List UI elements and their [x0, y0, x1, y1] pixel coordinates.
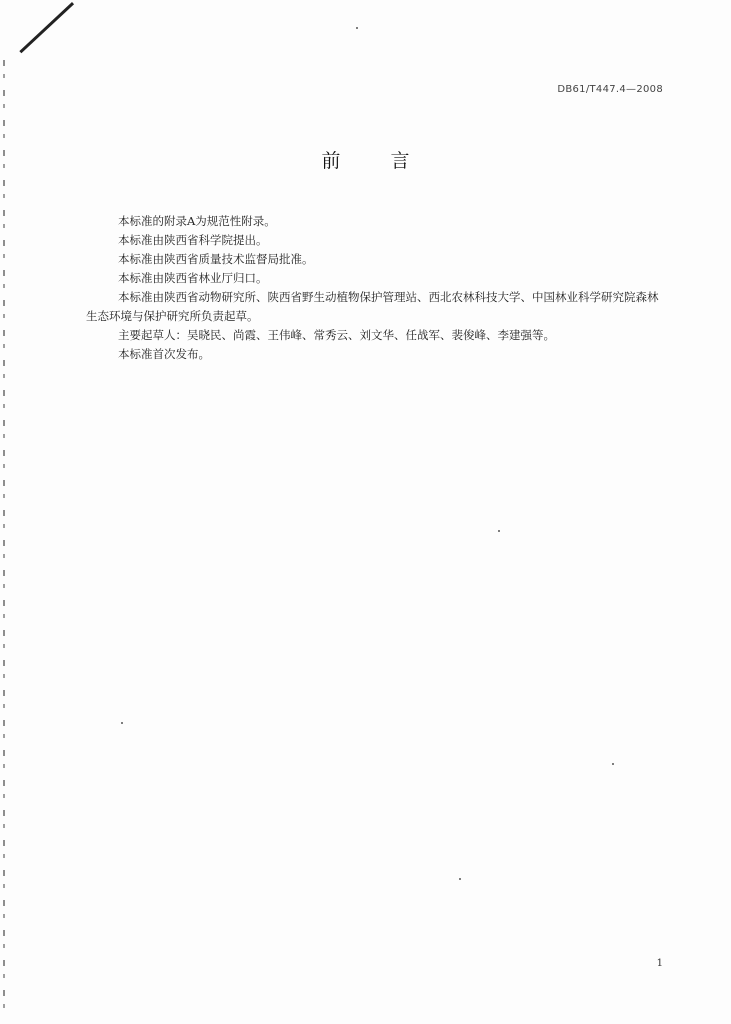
scan-speck	[356, 27, 358, 29]
paragraph: 本标准由陕西省动物研究所、陕西省野生动植物保护管理站、西北农林科技大学、中国林业科学研究院森林生态环境与保护研究所负责起草。	[86, 290, 659, 323]
scan-speck	[459, 878, 461, 880]
foreword-body	[86, 212, 666, 364]
scan-speck	[121, 722, 123, 724]
paragraph: 本标准首次发布。	[118, 347, 210, 361]
title-char: 言	[390, 150, 410, 172]
scan-speck	[612, 763, 614, 765]
scan-edge-artifact	[3, 60, 5, 1020]
paragraph: 主要起草人：吴晓民、尚霞、王伟峰、常秀云、刘文华、任战军、裴俊峰、李建强等。	[118, 328, 555, 342]
scan-speck	[498, 530, 500, 532]
paragraph: 本标准由陕西省质量技术监督局批准。	[118, 252, 314, 266]
page-number: 1	[656, 958, 663, 969]
paragraph: 本标准的附录A为规范性附录。	[118, 214, 276, 228]
page-title	[0, 146, 731, 173]
title-char: 前	[321, 150, 341, 172]
paragraph: 本标准由陕西省科学院提出。	[118, 233, 268, 247]
standard-code: DB61/T447.4—2008	[557, 84, 663, 95]
paragraph: 本标准由陕西省林业厅归口。	[118, 271, 268, 285]
scan-slash-artifact	[19, 2, 74, 53]
